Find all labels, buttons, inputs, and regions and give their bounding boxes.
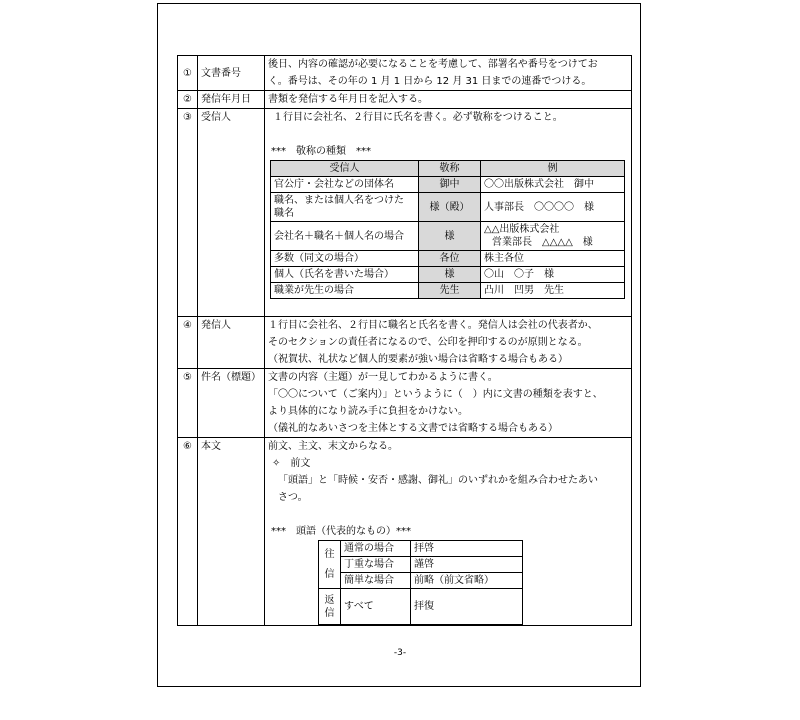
group-header xyxy=(319,589,341,625)
table-cell: 謹啓 xyxy=(411,557,523,573)
table-cell: 〇〇出版株式会社 御中 xyxy=(481,177,625,193)
cell-line: 職名 xyxy=(274,208,294,219)
content-line: より具体的になり読み手に負担をかけない。 xyxy=(268,406,468,417)
row-number: ⑤ xyxy=(178,369,198,438)
table-row xyxy=(178,369,632,438)
cell-line: 営業部長 △△△△ 様 xyxy=(492,237,593,248)
table-header-row xyxy=(271,161,625,177)
table-row xyxy=(178,317,632,369)
cell-line: 職名、または個人名をつけた xyxy=(274,195,404,206)
table-cell: 凸川 凹男 先生 xyxy=(481,283,625,299)
content-line: ✧ 前文 xyxy=(272,458,311,469)
row-number: ⑥ xyxy=(178,438,198,626)
main-table xyxy=(177,55,632,626)
table-cell: 株主各位 xyxy=(481,251,625,267)
table-cell: 様 xyxy=(419,267,481,283)
content-line: 書類を発信する年月日を記入する。 xyxy=(268,94,428,105)
content-line: （儀礼的なあいさつを主体とする文書では省略する場合もある） xyxy=(268,423,558,434)
row-label: 本文 xyxy=(198,438,265,626)
content-line: （祝賀状、礼状など個人的要素が強い場合は省略する場合もある） xyxy=(268,354,568,365)
row-number: ③ xyxy=(178,109,198,317)
table-row xyxy=(319,589,523,625)
table-row xyxy=(271,283,625,299)
table-cell: 通常の場合 xyxy=(341,541,411,557)
row-content xyxy=(265,56,632,91)
table-cell: 丁重な場合 xyxy=(341,557,411,573)
table-row xyxy=(271,177,625,193)
row-number: ① xyxy=(178,56,198,91)
table-row xyxy=(271,267,625,283)
column-header: 受信人 xyxy=(271,161,419,177)
row-number: ② xyxy=(178,91,198,109)
table-cell: 個人（氏名を書いた場合） xyxy=(271,267,419,283)
table-cell xyxy=(481,222,625,251)
table-title: *** 敬称の種類 *** xyxy=(271,146,371,157)
table-cell: 会社名＋職名＋個人名の場合 xyxy=(271,222,419,251)
row-label: 受信人 xyxy=(198,109,265,317)
table-row xyxy=(319,573,523,589)
table-cell xyxy=(271,193,419,222)
content-line: く。番号は、その年の 1 月 1 日から 12 月 31 日までの連番でつける。 xyxy=(268,76,592,87)
salutation-table xyxy=(318,540,523,625)
row-content xyxy=(265,91,632,109)
table-row xyxy=(178,438,632,626)
table-row xyxy=(319,541,523,557)
content-line: １行目に会社名、２行目に職名と氏名を書く。発信人は会社の代表者か、 xyxy=(268,320,598,331)
table-row xyxy=(319,557,523,573)
group-header xyxy=(319,541,341,589)
table-cell: 御中 xyxy=(419,177,481,193)
column-header: 例 xyxy=(481,161,625,177)
honorific-table xyxy=(270,160,625,299)
table-cell: 各位 xyxy=(419,251,481,267)
table-title: *** 頭語（代表的なもの）*** xyxy=(271,526,411,537)
table-cell: 先生 xyxy=(419,283,481,299)
table-cell: 多数（同文の場合） xyxy=(271,251,419,267)
table-cell: 様（殿） xyxy=(419,193,481,222)
group-header-text: 往信 xyxy=(324,548,335,580)
column-header: 敬称 xyxy=(419,161,481,177)
table-cell: 簡単な場合 xyxy=(341,573,411,589)
row-content xyxy=(265,317,632,369)
table-cell: すべて xyxy=(341,589,411,625)
row-content xyxy=(265,438,632,626)
table-cell: 職業が先生の場合 xyxy=(271,283,419,299)
table-row xyxy=(178,56,632,91)
table-cell: 官公庁・会社などの団体名 xyxy=(271,177,419,193)
table-cell: 様 xyxy=(419,222,481,251)
table-cell: 人事部長 〇〇〇〇 様 xyxy=(481,193,625,222)
cell-line: △△出版株式会社 xyxy=(484,224,560,235)
content-line: 「頭語」と「時候・安否・感謝、御礼」のいずれかを組み合わせたあい xyxy=(278,475,598,486)
table-cell: 〇山 〇子 様 xyxy=(481,267,625,283)
table-row xyxy=(178,109,632,317)
row-label: 件名（標題） xyxy=(198,369,265,438)
content-line: そのセクションの責任者になるので、公印を押印するのが原則となる。 xyxy=(268,337,588,348)
row-label: 発信人 xyxy=(198,317,265,369)
row-label: 文書番号 xyxy=(198,56,265,91)
page-number: -3- xyxy=(393,648,407,658)
table-cell: 拝啓 xyxy=(411,541,523,557)
table-row xyxy=(178,91,632,109)
content-line: 前文、主文、末文からなる。 xyxy=(268,441,398,452)
row-content xyxy=(265,369,632,438)
content-line: 「〇〇について（ご案内）」というように（ ）内に文書の種類を表すと、 xyxy=(268,389,603,400)
table-row xyxy=(271,193,625,222)
row-number: ④ xyxy=(178,317,198,369)
content-line: １行目に会社名、２行目に氏名を書く。必ず敬称をつけること。 xyxy=(273,112,563,123)
row-content xyxy=(265,109,632,317)
table-row xyxy=(271,222,625,251)
row-label: 発信年月日 xyxy=(198,91,265,109)
table-row xyxy=(271,251,625,267)
table-cell: 前略（前文省略） xyxy=(411,573,523,589)
group-header-text: 返信 xyxy=(324,594,335,619)
content-line: 後日、内容の確認が必要になることを考慮して、部署名や番号をつけてお xyxy=(268,59,598,70)
content-line: 文書の内容（主題）が一見してわかるように書く。 xyxy=(268,372,498,383)
content-line: さつ。 xyxy=(278,492,308,503)
table-cell: 拝復 xyxy=(411,589,523,625)
